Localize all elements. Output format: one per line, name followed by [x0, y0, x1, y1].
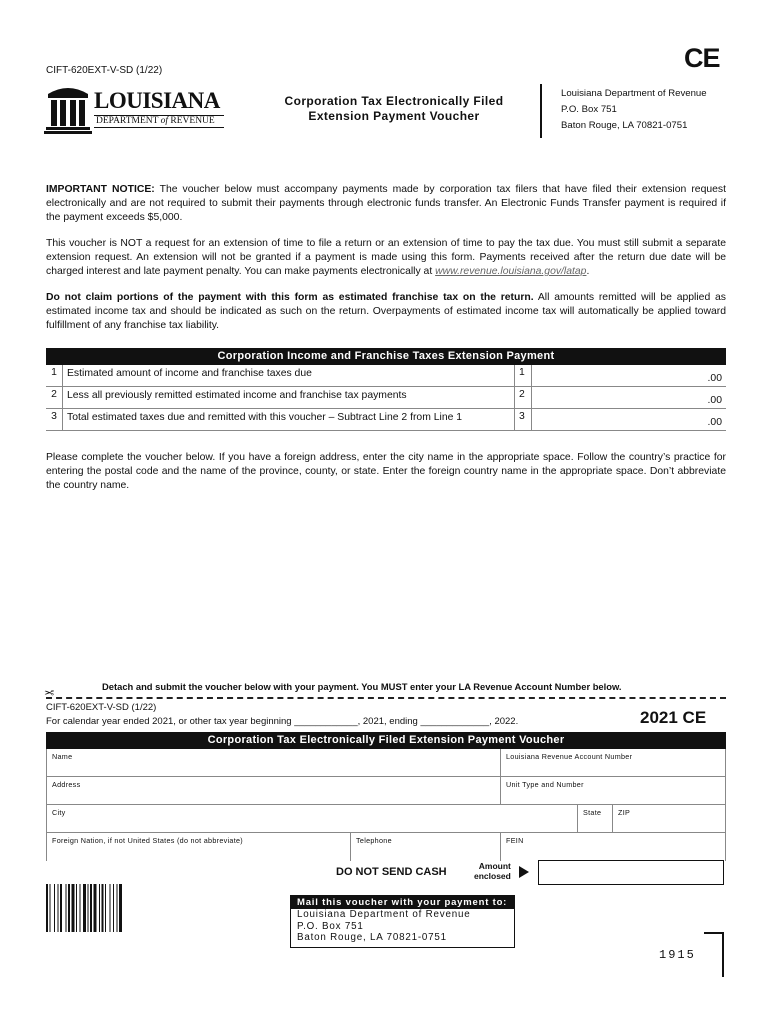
mailing-address-box: Mail this voucher with your payment to: Louisiana Department of Revenue P.O. Box 751 Baton Rouge, LA 70821-0751: [290, 895, 515, 948]
calendar-year-line: For calendar year ended 2021, or other tax year beginning ____________, 2021, ending _____________, 2022.: [46, 716, 519, 727]
do-not-send-cash: DO NOT SEND CASH: [336, 866, 447, 878]
payment-table-header: Corporation Income and Franchise Taxes Extension Payment: [46, 348, 726, 365]
voucher-year-code: 2021 CE: [640, 708, 707, 727]
amount-enclosed-input[interactable]: [538, 860, 724, 885]
amount-enclosed-label: Amount enclosed: [474, 861, 511, 881]
line2-amount[interactable]: .00: [707, 395, 722, 406]
state-field[interactable]: State: [577, 805, 612, 832]
important-notice: IMPORTANT NOTICE: The voucher below must accompany payments made by corporation tax filers that have filed their extension request electronically and are not required to submit their payments through electronic funds transfer. An Electronic Funds Transfer payment is required if the payment exceeds $5,000.: [46, 184, 726, 223]
louisiana-revenue-logo: [44, 84, 224, 134]
not-extension-notice: This voucher is NOT a request for an extension of time to file a return or an extension of time to pay the tax due. You must still submit a separate extension request. An extension will not be granted if a payment is made using this form. Payments received after the return due date will be charged interest and late payment penalty. You can make payments electronically at www.revenue.louisiana.gov/latap.: [46, 238, 726, 277]
table-row: 2 Less all previously remitted estimated income and franchise tax payments 2 .00: [46, 387, 726, 409]
scissors-icon: ✂: [44, 686, 55, 700]
zip-field[interactable]: ZIP: [612, 805, 725, 832]
arrow-right-icon: [519, 866, 529, 878]
form-id: CIFT-620EXT-V-SD (1/22): [46, 65, 163, 76]
telephone-field[interactable]: Telephone: [350, 833, 500, 861]
capitol-building-icon: [44, 84, 92, 134]
voucher-title: Corporation Tax Electronically Filed Extension Payment Voucher: [46, 732, 726, 749]
barcode-icon: [46, 884, 166, 932]
fein-field[interactable]: FEIN: [500, 833, 725, 861]
department-address: Louisiana Department of Revenue P.O. Box 751 Baton Rouge, LA 70821-0751: [561, 88, 707, 131]
logo-subtitle: DEPARTMENT of REVENUE: [94, 115, 224, 128]
franchise-notice: Do not claim portions of the payment with this form as estimated franchise tax on the return. All amounts remitted will be applied as estimated income tax and should be indicated as such on the return. Overpayments of estimated income tax will automatically be applied toward fulfillment of any franchise tax liability.: [46, 292, 726, 331]
table-row: 3 Total estimated taxes due and remitted with this voucher – Subtract Line 2 from Line 1 3 .00: [46, 409, 726, 431]
foreign-nation-field[interactable]: Foreign Nation, if not United States (do not abbreviate): [52, 836, 243, 845]
account-number-field[interactable]: Louisiana Revenue Account Number: [500, 749, 725, 776]
payment-table: [46, 348, 726, 431]
foreign-address-note: Please complete the voucher below. If you have a foreign address, enter the city name in the appropriate space. Follow the country’s practice for entering the postal code and the name of the province, county, or state. Enter the foreign country name in the appropriate space. Don’t abbreviate the country name.: [46, 452, 726, 491]
city-field[interactable]: City: [52, 808, 66, 817]
voucher-form: [46, 732, 726, 861]
table-row: 1 Estimated amount of income and franchise taxes due 1 .00: [46, 365, 726, 387]
line1-amount[interactable]: .00: [707, 373, 722, 384]
unit-field[interactable]: Unit Type and Number: [500, 777, 725, 804]
line3-amount[interactable]: .00: [707, 417, 722, 428]
latap-link[interactable]: www.revenue.louisiana.gov/latap: [435, 266, 587, 277]
form-code: CE: [684, 43, 720, 73]
cut-line: [46, 697, 726, 699]
logo-wordmark: LOUISIANA: [94, 88, 220, 113]
header-divider: [540, 84, 542, 138]
corner-bracket: [704, 932, 724, 977]
voucher-form-id: CIFT-620EXT-V-SD (1/22): [46, 702, 157, 713]
form-number: 1915: [659, 948, 696, 962]
detach-instruction: Detach and submit the voucher below with your payment. You MUST enter your LA Revenue Account Number below.: [102, 681, 622, 692]
form-title: Corporation Tax Electronically Filed Extension Payment Voucher: [284, 94, 504, 123]
name-field[interactable]: Name: [52, 752, 73, 761]
address-field[interactable]: Address: [52, 780, 81, 789]
